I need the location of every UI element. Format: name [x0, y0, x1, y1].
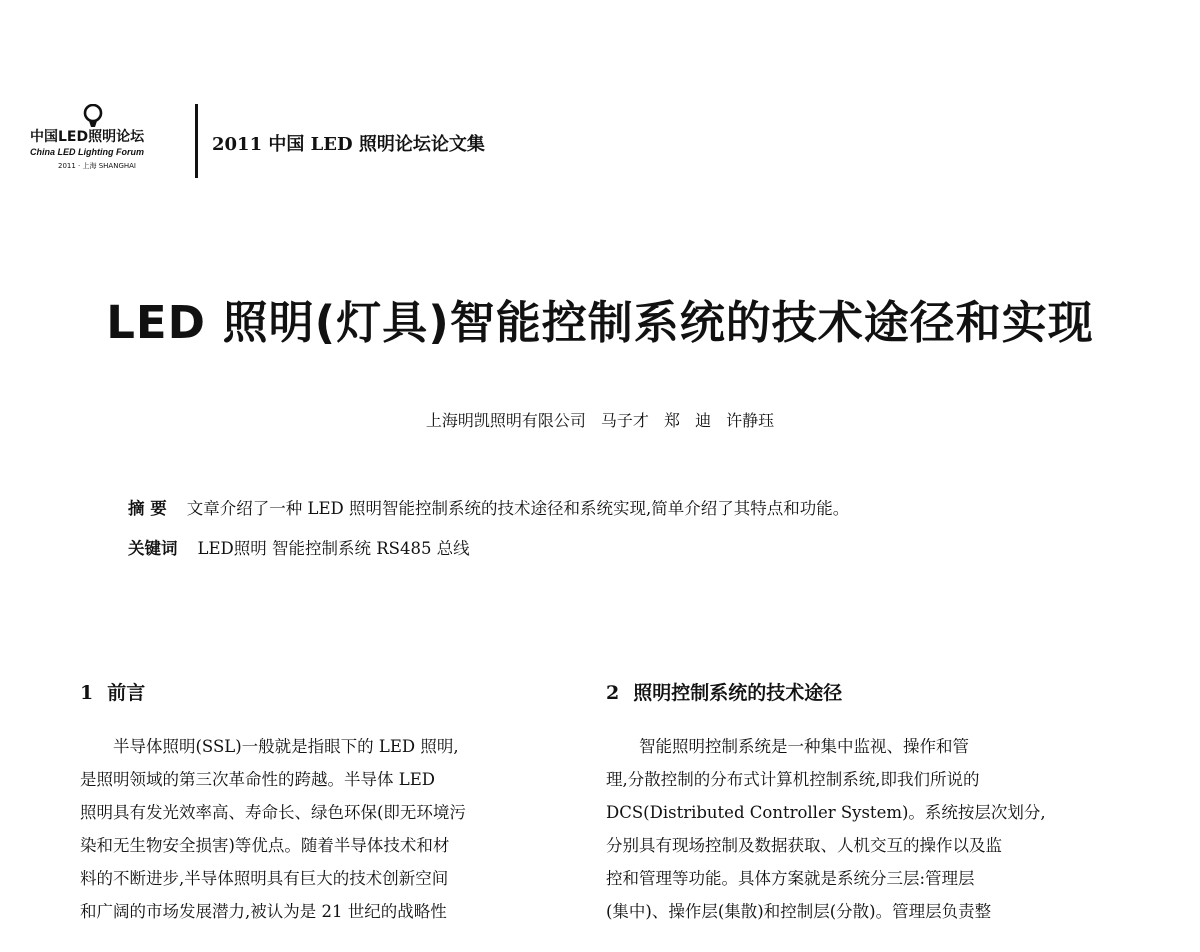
logo-year-city: 2011 · 上海 SHANGHAI [58, 162, 136, 170]
text-line: (集中)、操作层(集散)和控制层(分散)。管理层负责整 [606, 902, 992, 921]
paper-authors: 上海明凯照明有限公司 马子才 郑 迪 许静珏 [425, 411, 775, 430]
text-line: 分别具有现场控制及数据获取、人机交互的操作以及监 [606, 836, 1002, 855]
header-divider [195, 104, 198, 178]
keywords [128, 535, 470, 559]
text-line: 和广阔的市场发展潜力,被认为是 21 世纪的战略性 [80, 902, 447, 921]
text-line: 是照明领域的第三次革命性的跨越。半导体 LED [80, 770, 435, 789]
logo-subtitle: China LED Lighting Forum [30, 147, 144, 157]
section-number: 2 [606, 682, 620, 704]
paper-title: LED 照明(灯具)智能控制系统的技术途径和实现 [106, 296, 1094, 349]
section-2-heading [606, 678, 842, 705]
section-title: 照明控制系统的技术途径 [633, 682, 843, 704]
proceedings-title: 2011 中国 LED 照明论坛论文集 [212, 134, 485, 155]
abstract-text: 文章介绍了一种 LED 照明智能控制系统的技术途径和系统实现,简单介绍了其特点和功能。 [186, 499, 850, 518]
text-line: 理,分散控制的分布式计算机控制系统,即我们所说的 [606, 770, 980, 789]
forum-logo [30, 104, 190, 182]
column-right-text [606, 730, 1116, 928]
section-number: 1 [80, 682, 94, 704]
text-line: 照明具有发光效率高、寿命长、绿色环保(即无环境污 [80, 803, 466, 822]
abstract [128, 495, 849, 519]
text-line: 半导体照明(SSL)一般就是指眼下的 LED 照明, [80, 737, 459, 756]
bulb-logo-icon [80, 104, 106, 128]
logo-title: 中国LED照明论坛 [30, 129, 145, 145]
keywords-label: 关键词 [128, 539, 178, 558]
text-line: 染和无生物安全损害)等优点。随着半导体技术和材 [80, 836, 450, 855]
abstract-label: 摘 要 [128, 499, 167, 518]
text-line: 智能照明控制系统是一种集中监视、操作和管 [606, 737, 969, 756]
keywords-text: LED照明 智能控制系统 RS485 总线 [197, 539, 470, 558]
text-line: 料的不断进步,半导体照明具有巨大的技术创新空间 [80, 869, 449, 888]
text-line: 控和管理等功能。具体方案就是系统分三层:管理层 [606, 869, 975, 888]
column-left-text [80, 730, 590, 928]
text-line: DCS(Distributed Controller System)。系统按层次划分, [606, 803, 1046, 822]
section-title: 前言 [107, 682, 146, 704]
section-1-heading [80, 678, 145, 705]
